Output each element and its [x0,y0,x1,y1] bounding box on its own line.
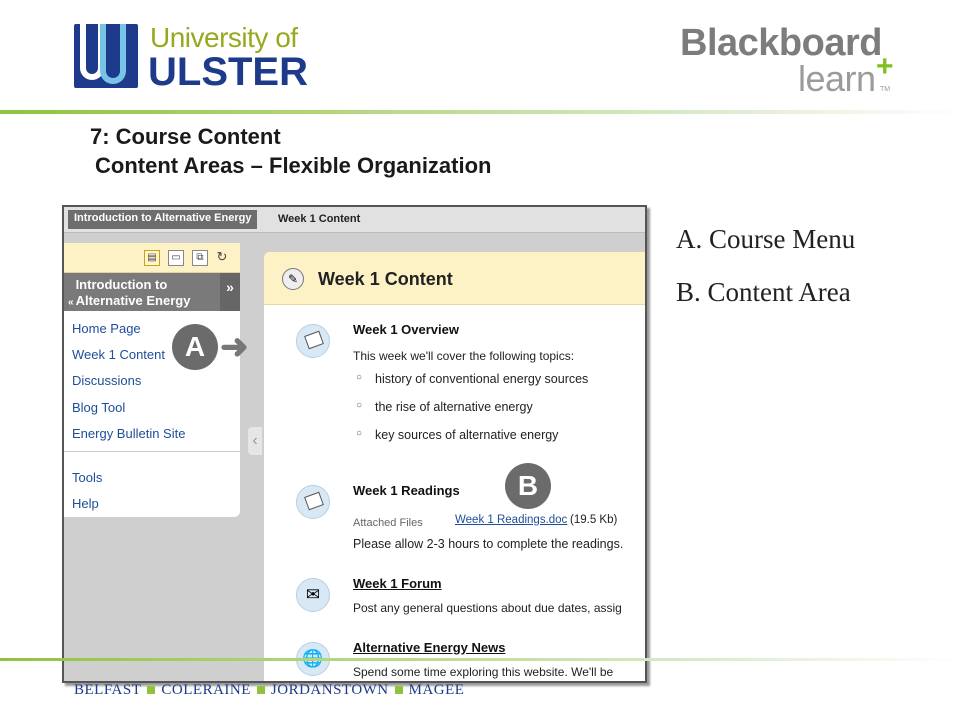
university-logo-line2: ULSTER [148,50,308,94]
list-view-icon[interactable]: ▤ [144,250,160,266]
header-divider [0,110,960,114]
menu-collapse-handle[interactable]: ‹ [248,427,262,455]
course-menu-toolbar [64,243,240,273]
callout-arrow-icon: ➜ [220,328,249,366]
blackboard-learn-logo [680,22,910,102]
topic-bullet: ○ key sources of alternative energy [375,428,558,442]
menu-link-energy-bulletin-site[interactable]: Energy Bulletin Site [72,426,186,441]
campus-magee: MAGEE [408,682,465,698]
campus-separator [257,686,265,694]
item-title-week-1-forum[interactable]: Week 1 Forum [353,576,442,591]
item-description: Please allow 2-3 hours to complete the readings. [353,537,624,551]
folder-view-icon[interactable]: ▭ [168,250,184,266]
breadcrumb-course[interactable]: Introduction to Alternative Energy [68,210,257,229]
campus-separator [395,686,403,694]
callout-legend [676,224,855,330]
callout-a-badge: A [172,324,218,370]
university-logo-line1: University of [150,22,298,53]
callout-b-badge: B [505,463,551,509]
campus-belfast: BELFAST [74,682,142,698]
menu-link-tools[interactable]: Tools [72,470,103,485]
item-title-week-1-readings[interactable]: Week 1 Readings [353,483,460,498]
new-window-icon[interactable]: ⧉ [192,250,208,266]
slide-title: 7: Course Content [90,124,281,149]
item-title-alternative-energy-news[interactable]: Alternative Energy News [353,640,506,655]
expand-arrows-icon[interactable]: » [220,273,240,311]
blackboard-plus-icon: + [876,50,894,83]
document-item-icon [296,324,330,358]
content-area-title: Week 1 Content [318,269,453,289]
footer-divider [0,658,960,661]
legend-course-menu: A. Course Menu [676,224,856,254]
discussion-forum-icon: ✉ [296,578,330,612]
menu-link-help[interactable]: Help [72,496,99,511]
slide-subtitle: Content Areas – Flexible Organization [95,153,492,178]
content-page-icon: ✎ [282,268,304,290]
item-description: Post any general questions about due dates, assig [353,601,622,615]
blackboard-trademark: TM [880,86,891,93]
legend-content-area: B. Content Area [676,277,851,307]
course-menu [64,243,240,517]
attached-file-link[interactable]: Week 1 Readings.doc [455,514,568,526]
campus-list [74,682,464,699]
blackboard-logo-line2: learn [798,58,876,99]
item-description: Spend some time exploring this website. We'll be [353,665,614,679]
campus-coleraine: COLERAINE [161,682,251,698]
menu-link-discussions[interactable]: Discussions [72,373,142,388]
refresh-icon[interactable]: ↻ [216,249,228,264]
menu-divider [64,451,240,452]
breadcrumb-page: Week 1 Content [278,213,361,225]
ulster-emblem-icon [74,24,138,88]
item-description: This week we'll cover the following topics: [353,349,575,363]
menu-link-home-page[interactable]: Home Page [72,321,141,336]
content-area [264,252,647,683]
university-of-ulster-logo [74,22,308,94]
menu-link-week-1-content[interactable]: Week 1 Content [72,347,165,362]
course-menu-title: Introduction to Alternative Energy [75,277,191,308]
attached-files-label: Attached Files [353,517,423,529]
collapse-arrows-icon[interactable]: « [68,297,74,308]
attached-file-size: (19.5 Kb) [570,514,618,526]
content-area-header [264,252,647,305]
item-title-week-1-overview[interactable]: Week 1 Overview [353,322,459,337]
campus-separator [147,686,155,694]
topic-bullet: ○ the rise of alternative energy [375,400,533,414]
document-item-icon [296,485,330,519]
menu-link-blog-tool[interactable]: Blog Tool [72,400,126,415]
breadcrumb [64,207,645,233]
blackboard-screenshot [62,205,647,683]
campus-jordanstown: JORDANSTOWN [270,682,389,698]
blackboard-logo-line1: Blackboard [680,22,882,64]
topic-bullet: ○ history of conventional energy sources [375,372,588,386]
course-menu-header[interactable] [64,273,240,311]
